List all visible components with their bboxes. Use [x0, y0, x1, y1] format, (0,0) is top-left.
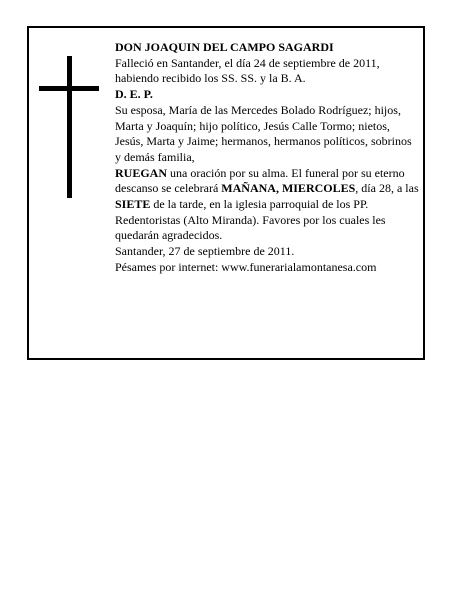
- cross-icon: [67, 56, 72, 198]
- funeral-text-2: , día 28, a las: [355, 181, 419, 196]
- request-word: RUEGAN: [115, 165, 168, 180]
- death-announcement: Falleció en Santander, el día 24 de septiembre de 2011, habiendo recibido los SS. SS. y la B. A.: [115, 55, 380, 86]
- obituary-notice-frame: [27, 26, 425, 360]
- cross-icon-crossbar: [39, 86, 99, 91]
- condolences-line: Pésames por internet: www.funerarialamontanesa.com: [115, 259, 377, 274]
- family-members: Su esposa, María de las Mercedes Bolado Rodríguez; hijos, Marta y Joaquín; hijo político, Jesús Calle Tormo; nietos, Jesús, Marta y Jaime; hermanos, hermanos políticos, sobrinos y demás familia,: [115, 102, 412, 164]
- deceased-name: DON JOAQUIN DEL CAMPO SAGARDI: [115, 40, 334, 54]
- funeral-text-3: de la tarde, en la iglesia parroquial de los PP. Redentoristas (Alto Miranda). Favores por los cuales les quedarán agradecidos.: [115, 197, 386, 243]
- rest-in-peace: D. E. P.: [115, 87, 153, 102]
- obituary-text: [115, 40, 420, 276]
- notice-date: Santander, 27 de septiembre de 2011.: [115, 244, 295, 259]
- funeral-hour: SIETE: [115, 197, 151, 212]
- funeral-details: [115, 166, 420, 245]
- funeral-day: MAÑANA, MIERCOLES: [221, 181, 356, 196]
- funeral-text-1: una oración por su alma. El funeral por su eterno descanso se celebrará: [115, 165, 405, 196]
